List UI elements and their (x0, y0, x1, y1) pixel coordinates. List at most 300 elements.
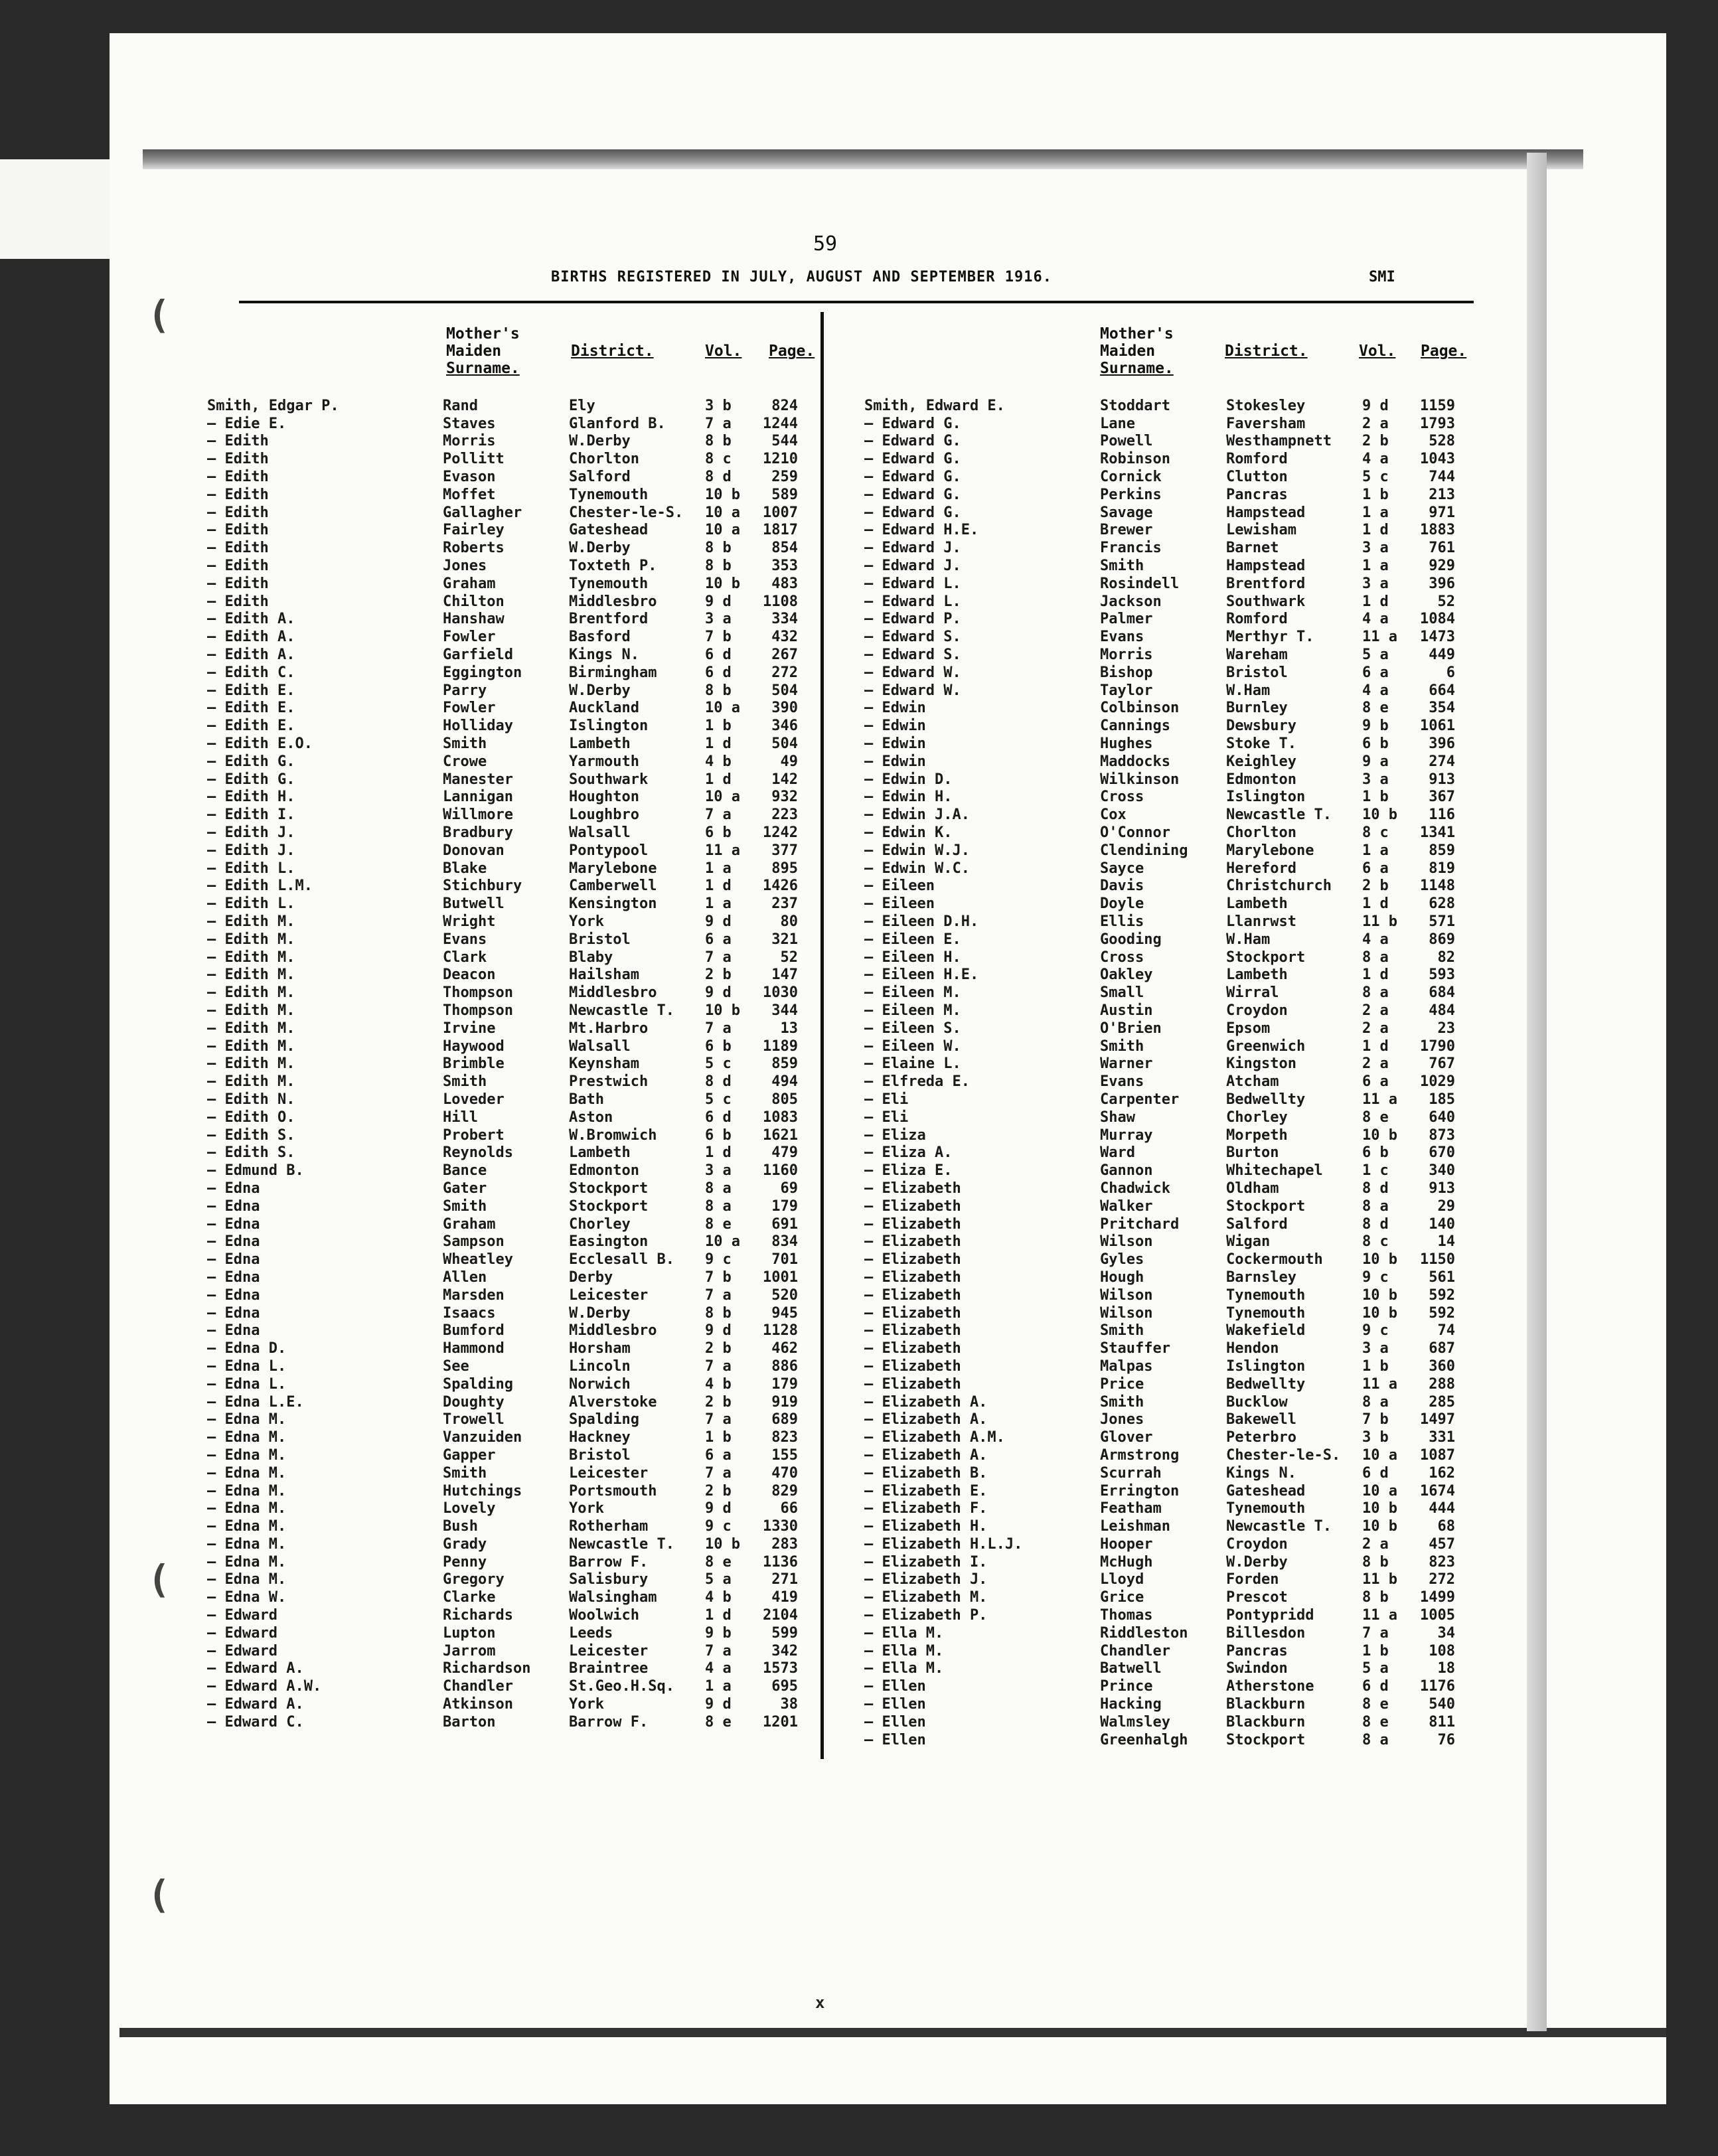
entry-page: 367 (1429, 789, 1455, 806)
entry-volume: 2 a (1362, 415, 1389, 432)
register-entry (864, 415, 1455, 433)
entry-district: Islington (1226, 789, 1306, 806)
entry-name: — Edith M. (207, 1020, 295, 1037)
entry-name: — Elizabeth H.L.J. (864, 1535, 1023, 1553)
entry-page: 484 (1429, 1002, 1455, 1019)
entry-district: Walsall (569, 824, 631, 842)
entry-volume: 8 a (1362, 1393, 1389, 1411)
register-entry (864, 1055, 1455, 1073)
register-entry (207, 557, 798, 575)
entry-maiden-surname: Evans (443, 931, 487, 948)
entry-maiden-surname: Lane (1100, 415, 1135, 432)
entry-name: Smith, Edgar P. (207, 397, 339, 414)
register-entry (864, 1126, 1455, 1144)
entry-district: Basford (569, 629, 631, 646)
entry-district: Hailsham (569, 966, 639, 984)
entry-district: Romford (1226, 611, 1288, 628)
entry-page: 1426 (763, 878, 798, 895)
entry-page: 1674 (1420, 1482, 1455, 1500)
register-entry (207, 1642, 798, 1660)
entry-maiden-surname: Evans (1100, 629, 1144, 646)
entry-volume: 2 b (705, 966, 732, 984)
entry-district: Portsmouth (569, 1482, 657, 1500)
entry-page: 1084 (1420, 611, 1455, 628)
entry-maiden-surname: Wright (443, 913, 496, 930)
entry-maiden-surname: Colbinson (1100, 700, 1180, 717)
entry-name: — Elizabeth M. (864, 1589, 988, 1606)
entry-volume: 1 b (1362, 1357, 1389, 1375)
entry-district: Glanford B. (569, 415, 666, 432)
entry-volume: 3 a (1362, 771, 1389, 788)
entry-name: — Eileen H. (864, 949, 961, 966)
entry-maiden-surname: Murray (1100, 1126, 1153, 1144)
entry-district: Aston (569, 1109, 613, 1126)
register-entry (207, 1020, 798, 1038)
entry-name: — Eli (864, 1091, 909, 1108)
entry-volume: 10 b (705, 1535, 740, 1553)
register-entry (864, 539, 1455, 557)
entry-name: — Eileen (864, 895, 935, 913)
entry-district: Faversham (1226, 415, 1306, 432)
entry-page: 520 (771, 1286, 798, 1304)
entry-district: Greenwich (1226, 1038, 1306, 1055)
entry-page: 628 (1429, 895, 1455, 913)
entry-volume: 2 b (705, 1482, 732, 1500)
entry-name: — Edward L. (864, 593, 961, 610)
entry-volume: 9 d (705, 984, 732, 1002)
entry-name: — Edwin (864, 735, 926, 753)
entry-volume: 2 a (1362, 1055, 1389, 1073)
entry-name: — Edward L. (864, 575, 961, 592)
entry-district: Southwark (569, 771, 649, 788)
entry-district: Marylebone (569, 860, 657, 877)
entry-page: 599 (771, 1624, 798, 1642)
entry-district: W.Derby (1226, 1553, 1288, 1571)
entry-page: 140 (1429, 1215, 1455, 1233)
section-code: SMI (1369, 269, 1395, 285)
entry-volume: 8 c (1362, 1233, 1389, 1251)
entry-name: — Edna M. (207, 1411, 287, 1428)
entry-maiden-surname: Leishman (1100, 1518, 1170, 1535)
entry-volume: 9 d (705, 1500, 732, 1517)
register-entry (864, 1500, 1455, 1517)
page-header: Page. (1421, 343, 1467, 360)
register-entry (864, 593, 1455, 611)
register-entry (864, 575, 1455, 593)
entry-volume: 1 b (705, 1429, 732, 1446)
left-register-column (207, 397, 798, 1731)
entry-name: — Edith E. (207, 700, 295, 717)
entry-page: 377 (771, 842, 798, 859)
entry-volume: 3 a (705, 1162, 732, 1180)
entry-page: 18 (1437, 1660, 1455, 1677)
entry-page: 854 (771, 540, 798, 557)
entry-volume: 6 a (705, 1446, 732, 1464)
entry-maiden-surname: Atkinson (443, 1696, 513, 1713)
entry-volume: 6 d (705, 1109, 732, 1126)
register-entry (864, 1038, 1455, 1055)
entry-page: 1030 (763, 984, 798, 1002)
entry-volume: 6 a (1362, 860, 1389, 877)
entry-maiden-surname: Palmer (1100, 611, 1153, 628)
entry-maiden-surname: Cannings (1100, 718, 1170, 735)
entry-maiden-surname: Crowe (443, 753, 487, 770)
entry-maiden-surname: Grady (443, 1535, 487, 1553)
entry-volume: 7 a (705, 807, 732, 824)
entry-district: Kings N. (1226, 1464, 1296, 1482)
entry-maiden-surname: Shaw (1100, 1109, 1135, 1126)
register-entry (207, 1073, 798, 1091)
entry-volume: 1 d (705, 735, 732, 753)
entry-page: 886 (771, 1357, 798, 1375)
entry-maiden-surname: Bush (443, 1518, 478, 1535)
entry-page: 640 (1429, 1109, 1455, 1126)
register-entry (207, 1180, 798, 1197)
register-entry (864, 1322, 1455, 1340)
entry-district: Epsom (1226, 1020, 1271, 1037)
register-entry (864, 1393, 1455, 1411)
entry-maiden-surname: Clarke (443, 1589, 496, 1606)
entry-name: — Elfreda E. (864, 1073, 970, 1091)
entry-maiden-surname: Donovan (443, 842, 505, 859)
entry-maiden-surname: Hammond (443, 1340, 505, 1357)
entry-name: — Ella M. (864, 1642, 944, 1659)
entry-name: — Edwin W.J. (864, 842, 970, 859)
entry-district: Bristol (1226, 664, 1288, 681)
entry-name: — Edith M. (207, 984, 295, 1002)
entry-maiden-surname: Hooper (1100, 1535, 1153, 1553)
entry-volume: 1 d (705, 878, 732, 895)
register-entry (207, 504, 798, 522)
entry-maiden-surname: Wilkinson (1100, 771, 1180, 788)
entry-maiden-surname: Jones (1100, 1411, 1144, 1428)
entry-district: Tynemouth (1226, 1286, 1306, 1304)
entry-page: 819 (1429, 860, 1455, 877)
register-entry (207, 1535, 798, 1553)
entry-maiden-surname: Perkins (1100, 486, 1162, 503)
entry-page: 334 (771, 611, 798, 628)
entry-name: — Edith L.M. (207, 878, 313, 895)
register-entry (864, 611, 1455, 629)
entry-name: — Edward S. (864, 647, 961, 664)
entry-district: Hampstead (1226, 558, 1306, 575)
entry-district: Cockermouth (1226, 1251, 1323, 1269)
register-entry (207, 878, 798, 895)
entry-maiden-surname: Richardson (443, 1660, 531, 1677)
entry-name: — Elizabeth A.M. (864, 1429, 1005, 1446)
entry-volume: 6 d (1362, 1678, 1389, 1695)
entry-page: 390 (771, 700, 798, 717)
register-entry (864, 1002, 1455, 1020)
register-entry (864, 468, 1455, 486)
entry-name: — Edna M. (207, 1464, 287, 1482)
entry-page: 1242 (763, 824, 798, 842)
entry-district: Gateshead (1226, 1482, 1306, 1500)
entry-district: Walsall (569, 1038, 631, 1055)
entry-maiden-surname: Oakley (1100, 966, 1153, 984)
entry-volume: 10 b (1362, 1518, 1397, 1535)
page-top-shadow (143, 149, 1583, 169)
entry-volume: 8 a (705, 1180, 732, 1197)
entry-maiden-surname: Butwell (443, 895, 505, 913)
register-entry (207, 735, 798, 753)
entry-name: — Ella M. (864, 1624, 944, 1642)
entry-name: — Edna D. (207, 1340, 287, 1357)
entry-maiden-surname: Featham (1100, 1500, 1162, 1517)
register-entry (864, 824, 1455, 842)
entry-district: Wakefield (1226, 1322, 1306, 1340)
register-entry (207, 717, 798, 735)
entry-maiden-surname: Loveder (443, 1091, 505, 1108)
entry-district: Leicester (569, 1642, 649, 1659)
entry-district: Derby (569, 1269, 613, 1286)
entry-maiden-surname: Hough (1100, 1269, 1144, 1286)
register-entry (207, 646, 798, 664)
register-entry (864, 1695, 1455, 1713)
entry-name: — Edith M. (207, 1073, 295, 1091)
entry-maiden-surname: Armstrong (1100, 1446, 1180, 1464)
entry-district: Leicester (569, 1286, 649, 1304)
register-entry (864, 806, 1455, 824)
register-entry (864, 1731, 1455, 1749)
entry-volume: 7 a (705, 1411, 732, 1428)
entry-name: — Edith E.O. (207, 735, 313, 753)
entry-name: — Edith G. (207, 753, 295, 770)
entry-volume: 3 b (705, 397, 732, 414)
entry-volume: 8 b (705, 558, 732, 575)
entry-volume: 4 a (1362, 611, 1389, 628)
entry-district: Lambeth (1226, 966, 1288, 984)
entry-maiden-surname: Rand (443, 397, 478, 414)
entry-district: Christchurch (1226, 878, 1332, 895)
entry-name: — Edna M. (207, 1553, 287, 1571)
entry-maiden-surname: Gannon (1100, 1162, 1153, 1180)
title-rule (239, 301, 1474, 303)
entry-name: — Elizabeth A. (864, 1393, 988, 1411)
register-entry (207, 860, 798, 878)
entry-page: 1043 (1420, 451, 1455, 468)
entry-volume: 1 b (1362, 486, 1389, 503)
register-entry (207, 1411, 798, 1428)
entry-name: — Edna (207, 1304, 260, 1322)
entry-page: 1136 (763, 1553, 798, 1571)
entry-maiden-surname: Smith (1100, 1322, 1144, 1340)
entry-district: Burton (1226, 1144, 1279, 1162)
entry-district: Brentford (569, 611, 649, 628)
entry-volume: 4 b (705, 1375, 732, 1393)
entry-volume: 6 d (1362, 1464, 1389, 1482)
register-entry (207, 824, 798, 842)
entry-page: 811 (1429, 1713, 1455, 1731)
entry-name: — Edith O. (207, 1109, 295, 1126)
register-entry (864, 1340, 1455, 1357)
entry-maiden-surname: Batwell (1100, 1660, 1162, 1677)
register-entry (207, 771, 798, 789)
entry-maiden-surname: Thompson (443, 984, 513, 1002)
entry-district: W.Ham (1226, 682, 1271, 699)
entry-page: 689 (771, 1411, 798, 1428)
entry-volume: 8 c (705, 451, 732, 468)
entry-volume: 9 d (1362, 397, 1389, 414)
page-bottom-edge (119, 2028, 1666, 2037)
register-entry (207, 1588, 798, 1606)
register-entry (864, 1642, 1455, 1660)
entry-name: — Edward J. (864, 540, 961, 557)
entry-page: 1176 (1420, 1678, 1455, 1695)
entry-page: 288 (1429, 1375, 1455, 1393)
entry-name: — Elizabeth A. (864, 1411, 988, 1428)
entry-name: — Edith (207, 558, 269, 575)
entry-district: Chorlton (1226, 824, 1296, 842)
entry-page: 691 (771, 1215, 798, 1233)
entry-district: Salisbury (569, 1571, 649, 1588)
register-entry (207, 415, 798, 433)
register-entry (864, 1660, 1455, 1678)
entry-district: Toxteth P. (569, 558, 657, 575)
entry-page: 1793 (1420, 415, 1455, 432)
entry-page: 49 (780, 753, 798, 770)
entry-volume: 2 a (1362, 1002, 1389, 1019)
entry-page: 179 (771, 1375, 798, 1393)
entry-maiden-surname: Pollitt (443, 451, 505, 468)
entry-volume: 10 b (1362, 1304, 1397, 1322)
register-entry (864, 557, 1455, 575)
entry-page: 444 (1429, 1500, 1455, 1517)
entry-district: Forden (1226, 1571, 1279, 1588)
entry-page: 68 (1437, 1518, 1455, 1535)
entry-maiden-surname: Clendining (1100, 842, 1188, 859)
entry-page: 1210 (763, 451, 798, 468)
entry-maiden-surname: Sampson (443, 1233, 505, 1251)
entry-page: 1330 (763, 1518, 798, 1535)
entry-district: Blackburn (1226, 1696, 1306, 1713)
entry-name: — Ellen (864, 1731, 926, 1748)
entry-maiden-surname: Carpenter (1100, 1091, 1180, 1108)
register-entry (207, 1482, 798, 1500)
entry-page: 321 (771, 931, 798, 948)
entry-page: 1087 (1420, 1446, 1455, 1464)
entry-district: Gateshead (569, 522, 649, 539)
entry-maiden-surname: Brimble (443, 1055, 505, 1073)
entry-district: Stockport (569, 1180, 649, 1197)
entry-volume: 8 a (1362, 984, 1389, 1002)
register-entry (207, 682, 798, 700)
entry-name: — Elizabeth P. (864, 1607, 988, 1624)
entry-district: Houghton (569, 789, 639, 806)
entry-district: Stockport (1226, 1731, 1306, 1748)
register-entry (207, 1677, 798, 1695)
register-entry (207, 1055, 798, 1073)
register-entry (864, 771, 1455, 789)
entry-district: Salford (1226, 1215, 1288, 1233)
entry-volume: 10 a (1362, 1446, 1397, 1464)
entry-maiden-surname: Irvine (443, 1020, 496, 1037)
entry-district: Dewsbury (1226, 718, 1296, 735)
entry-district: Mt.Harbro (569, 1020, 649, 1037)
register-entry (207, 1109, 798, 1126)
entry-name: — Edith (207, 451, 269, 468)
entry-name: — Eliza E. (864, 1162, 953, 1180)
register-entry (864, 1482, 1455, 1500)
entry-name: — Elizabeth (864, 1304, 961, 1322)
entry-page: 687 (1429, 1340, 1455, 1357)
entry-volume: 8 d (1362, 1215, 1389, 1233)
entry-name: — Edith (207, 469, 269, 486)
entry-district: Pancras (1226, 1642, 1288, 1659)
entry-name: — Edna M. (207, 1518, 287, 1535)
entry-page: 1128 (763, 1322, 798, 1340)
entry-page: 353 (771, 558, 798, 575)
register-entry (864, 450, 1455, 468)
register-entry (207, 1215, 798, 1233)
entry-page: 272 (1429, 1571, 1455, 1588)
entry-district: Edmonton (1226, 771, 1296, 788)
entry-page: 360 (1429, 1357, 1455, 1375)
entry-district: Braintree (569, 1660, 649, 1677)
entry-name: — Edna L. (207, 1375, 287, 1393)
entry-page: 283 (771, 1535, 798, 1553)
entry-volume: 4 a (705, 1660, 732, 1677)
entry-name: — Elizabeth (864, 1197, 961, 1215)
entry-district: Horsham (569, 1340, 631, 1357)
register-entry (864, 646, 1455, 664)
entry-maiden-surname: Trowell (443, 1411, 505, 1428)
entry-district: Chorley (1226, 1109, 1288, 1126)
entry-district: Spalding (569, 1411, 639, 1428)
entry-name: — Elizabeth (864, 1269, 961, 1286)
entry-district: Tynemouth (1226, 1304, 1306, 1322)
entry-district: Kingston (1226, 1055, 1296, 1073)
entry-volume: 5 c (705, 1055, 732, 1073)
register-entry (864, 895, 1455, 913)
entry-volume: 6 a (705, 931, 732, 948)
entry-volume: 8 b (705, 433, 732, 450)
entry-page: 1790 (1420, 1038, 1455, 1055)
entry-page: 592 (1429, 1304, 1455, 1322)
entry-maiden-surname: Powell (1100, 433, 1153, 450)
entry-name: — Edward W. (864, 682, 961, 699)
entry-volume: 1 d (1362, 1038, 1389, 1055)
register-entry (207, 539, 798, 557)
entry-volume: 10 a (705, 522, 740, 539)
entry-page: 1001 (763, 1269, 798, 1286)
entry-name: — Edwin (864, 753, 926, 770)
register-entry (864, 1624, 1455, 1642)
entry-volume: 8 b (705, 540, 732, 557)
entry-district: Lambeth (1226, 895, 1288, 913)
entry-maiden-surname: Deacon (443, 966, 496, 984)
entry-volume: 10 b (1362, 1251, 1397, 1269)
entry-district: Tynemouth (569, 486, 649, 503)
entry-maiden-surname: Wilson (1100, 1286, 1153, 1304)
entry-page: 670 (1429, 1144, 1455, 1162)
entry-maiden-surname: Taylor (1100, 682, 1153, 699)
register-entry (864, 682, 1455, 700)
register-entry (864, 717, 1455, 735)
entry-name: — Edith M. (207, 1002, 295, 1019)
entry-page: 52 (780, 949, 798, 966)
entry-volume: 6 d (705, 664, 732, 681)
entry-page: 592 (1429, 1286, 1455, 1304)
entry-volume: 9 b (705, 1624, 732, 1642)
register-entry (864, 1180, 1455, 1197)
entry-volume: 7 b (705, 629, 732, 646)
entry-name: — Edith (207, 522, 269, 539)
entry-district: St.Geo.H.Sq. (569, 1678, 674, 1695)
entry-volume: 10 b (705, 1002, 740, 1019)
entry-page: 1160 (763, 1162, 798, 1180)
entry-page: 82 (1437, 949, 1455, 966)
